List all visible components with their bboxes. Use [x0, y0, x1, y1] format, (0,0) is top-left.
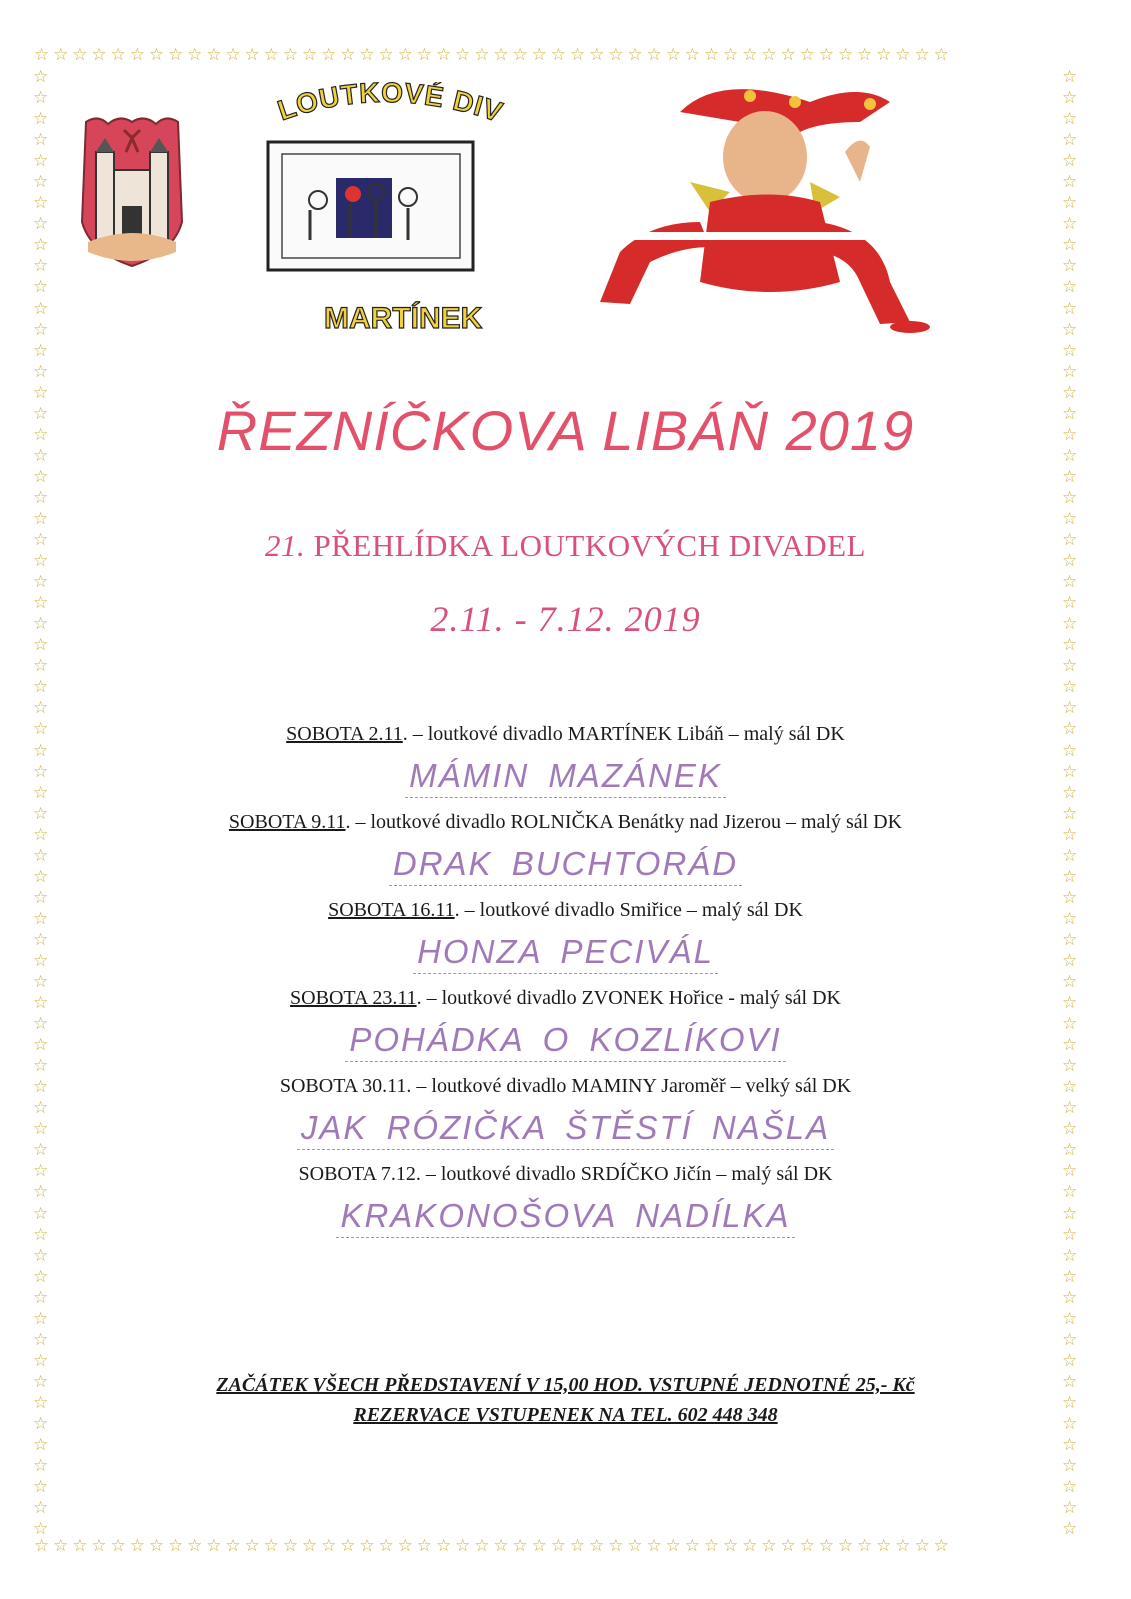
festival-dates: 2.11. - 7.12. 2019	[430, 599, 701, 639]
event-info	[0, 722, 1131, 746]
program-event	[0, 898, 1131, 986]
program-event	[0, 1074, 1131, 1162]
event-info	[0, 810, 1131, 834]
poster-title: ŘEZNÍČKOVA LIBÁŇ 2019	[216, 399, 915, 462]
town-crest-image	[78, 112, 186, 270]
festival-name: PŘEHLÍDKA LOUTKOVÝCH DIVADEL	[313, 528, 866, 563]
event-info	[0, 986, 1131, 1010]
program-event	[0, 986, 1131, 1074]
star-border-left: ☆☆☆☆☆☆☆☆☆☆☆☆☆☆☆☆☆☆☆☆☆☆☆☆☆☆☆☆☆☆☆☆☆☆☆☆☆☆☆☆☆☆☆☆☆☆☆☆☆☆☆☆☆☆☆☆☆☆☆☆☆☆☆☆☆☆☆☆☆☆	[33, 67, 49, 1538]
show-title: KRAKONOŠOVA NADÍLKA	[336, 1194, 794, 1238]
jester-puppet-image	[560, 72, 950, 342]
event-date: SOBOTA 2.11	[286, 723, 403, 745]
event-info	[0, 1162, 1131, 1186]
program-event	[0, 722, 1131, 810]
festival-subtitle	[0, 528, 1131, 564]
event-details: . – loutkové divadlo MARTÍNEK Libáň – malý sál DK	[402, 723, 845, 745]
program-event	[0, 810, 1131, 898]
event-details: SOBOTA 7.12. – loutkové divadlo SRDÍČKO Jičín – malý sál DK	[298, 1163, 833, 1185]
star-border-right: ☆☆☆☆☆☆☆☆☆☆☆☆☆☆☆☆☆☆☆☆☆☆☆☆☆☆☆☆☆☆☆☆☆☆☆☆☆☆☆☆☆☆☆☆☆☆☆☆☆☆☆☆☆☆☆☆☆☆☆☆☆☆☆☆☆☆☆☆☆☆	[1062, 67, 1078, 1538]
show-title: POHÁDKA O KOZLÍKOVI	[345, 1018, 785, 1062]
show-title: JAK RÓZIČKA ŠTĚSTÍ NAŠLA	[297, 1106, 834, 1150]
event-details: . – loutkové divadlo ZVONEK Hořice - malý sál DK	[416, 987, 841, 1009]
event-details: . – loutkové divadlo Smiřice – malý sál DK	[454, 899, 803, 921]
event-details: . – loutkové divadlo ROLNIČKA Benátky nad Jizerou – malý sál DK	[345, 811, 903, 833]
event-date: SOBOTA 23.11	[290, 987, 417, 1009]
program-list	[0, 722, 1131, 1250]
start-time-and-price: ZAČÁTEK VŠECH PŘEDSTAVENÍ V 15,00 HOD. VSTUPNÉ JEDNOTNÉ 25,- Kč	[216, 1374, 915, 1396]
star-border-top: ☆☆☆☆☆☆☆☆☆☆☆☆☆☆☆☆☆☆☆☆☆☆☆☆☆☆☆☆☆☆☆☆☆☆☆☆☆☆☆☆☆☆☆☆☆☆☆☆	[34, 46, 953, 63]
festival-number: 21.	[265, 528, 306, 563]
show-title: DRAK BUCHTORÁD	[389, 842, 742, 886]
show-title: MÁMIN MAZÁNEK	[405, 754, 726, 798]
event-date: SOBOTA 16.11	[328, 899, 455, 921]
event-info	[0, 1074, 1131, 1098]
reservation-phone: REZERVACE VSTUPENEK NA TEL. 602 448 348	[353, 1404, 778, 1426]
event-details: SOBOTA 30.11. – loutkové divadlo MAMINY Jaroměř – velký sál DK	[279, 1075, 852, 1097]
star-border-bottom: ☆☆☆☆☆☆☆☆☆☆☆☆☆☆☆☆☆☆☆☆☆☆☆☆☆☆☆☆☆☆☆☆☆☆☆☆☆☆☆☆☆☆☆☆☆☆☆☆	[34, 1537, 953, 1554]
svg-text:LOUTKOVÉ DIVADLO	[258, 82, 506, 128]
event-info	[0, 898, 1131, 922]
program-event	[0, 1162, 1131, 1250]
event-date: SOBOTA 9.11	[228, 811, 346, 833]
logo-top-text: LOUTKOVÉ DIV	[273, 82, 505, 128]
show-title: HONZA PECIVÁL	[413, 930, 718, 974]
logo-bottom-text: MARTÍNEK	[324, 302, 483, 335]
puppet-theatre-logo	[258, 82, 508, 342]
footer-notes	[0, 1370, 1131, 1430]
